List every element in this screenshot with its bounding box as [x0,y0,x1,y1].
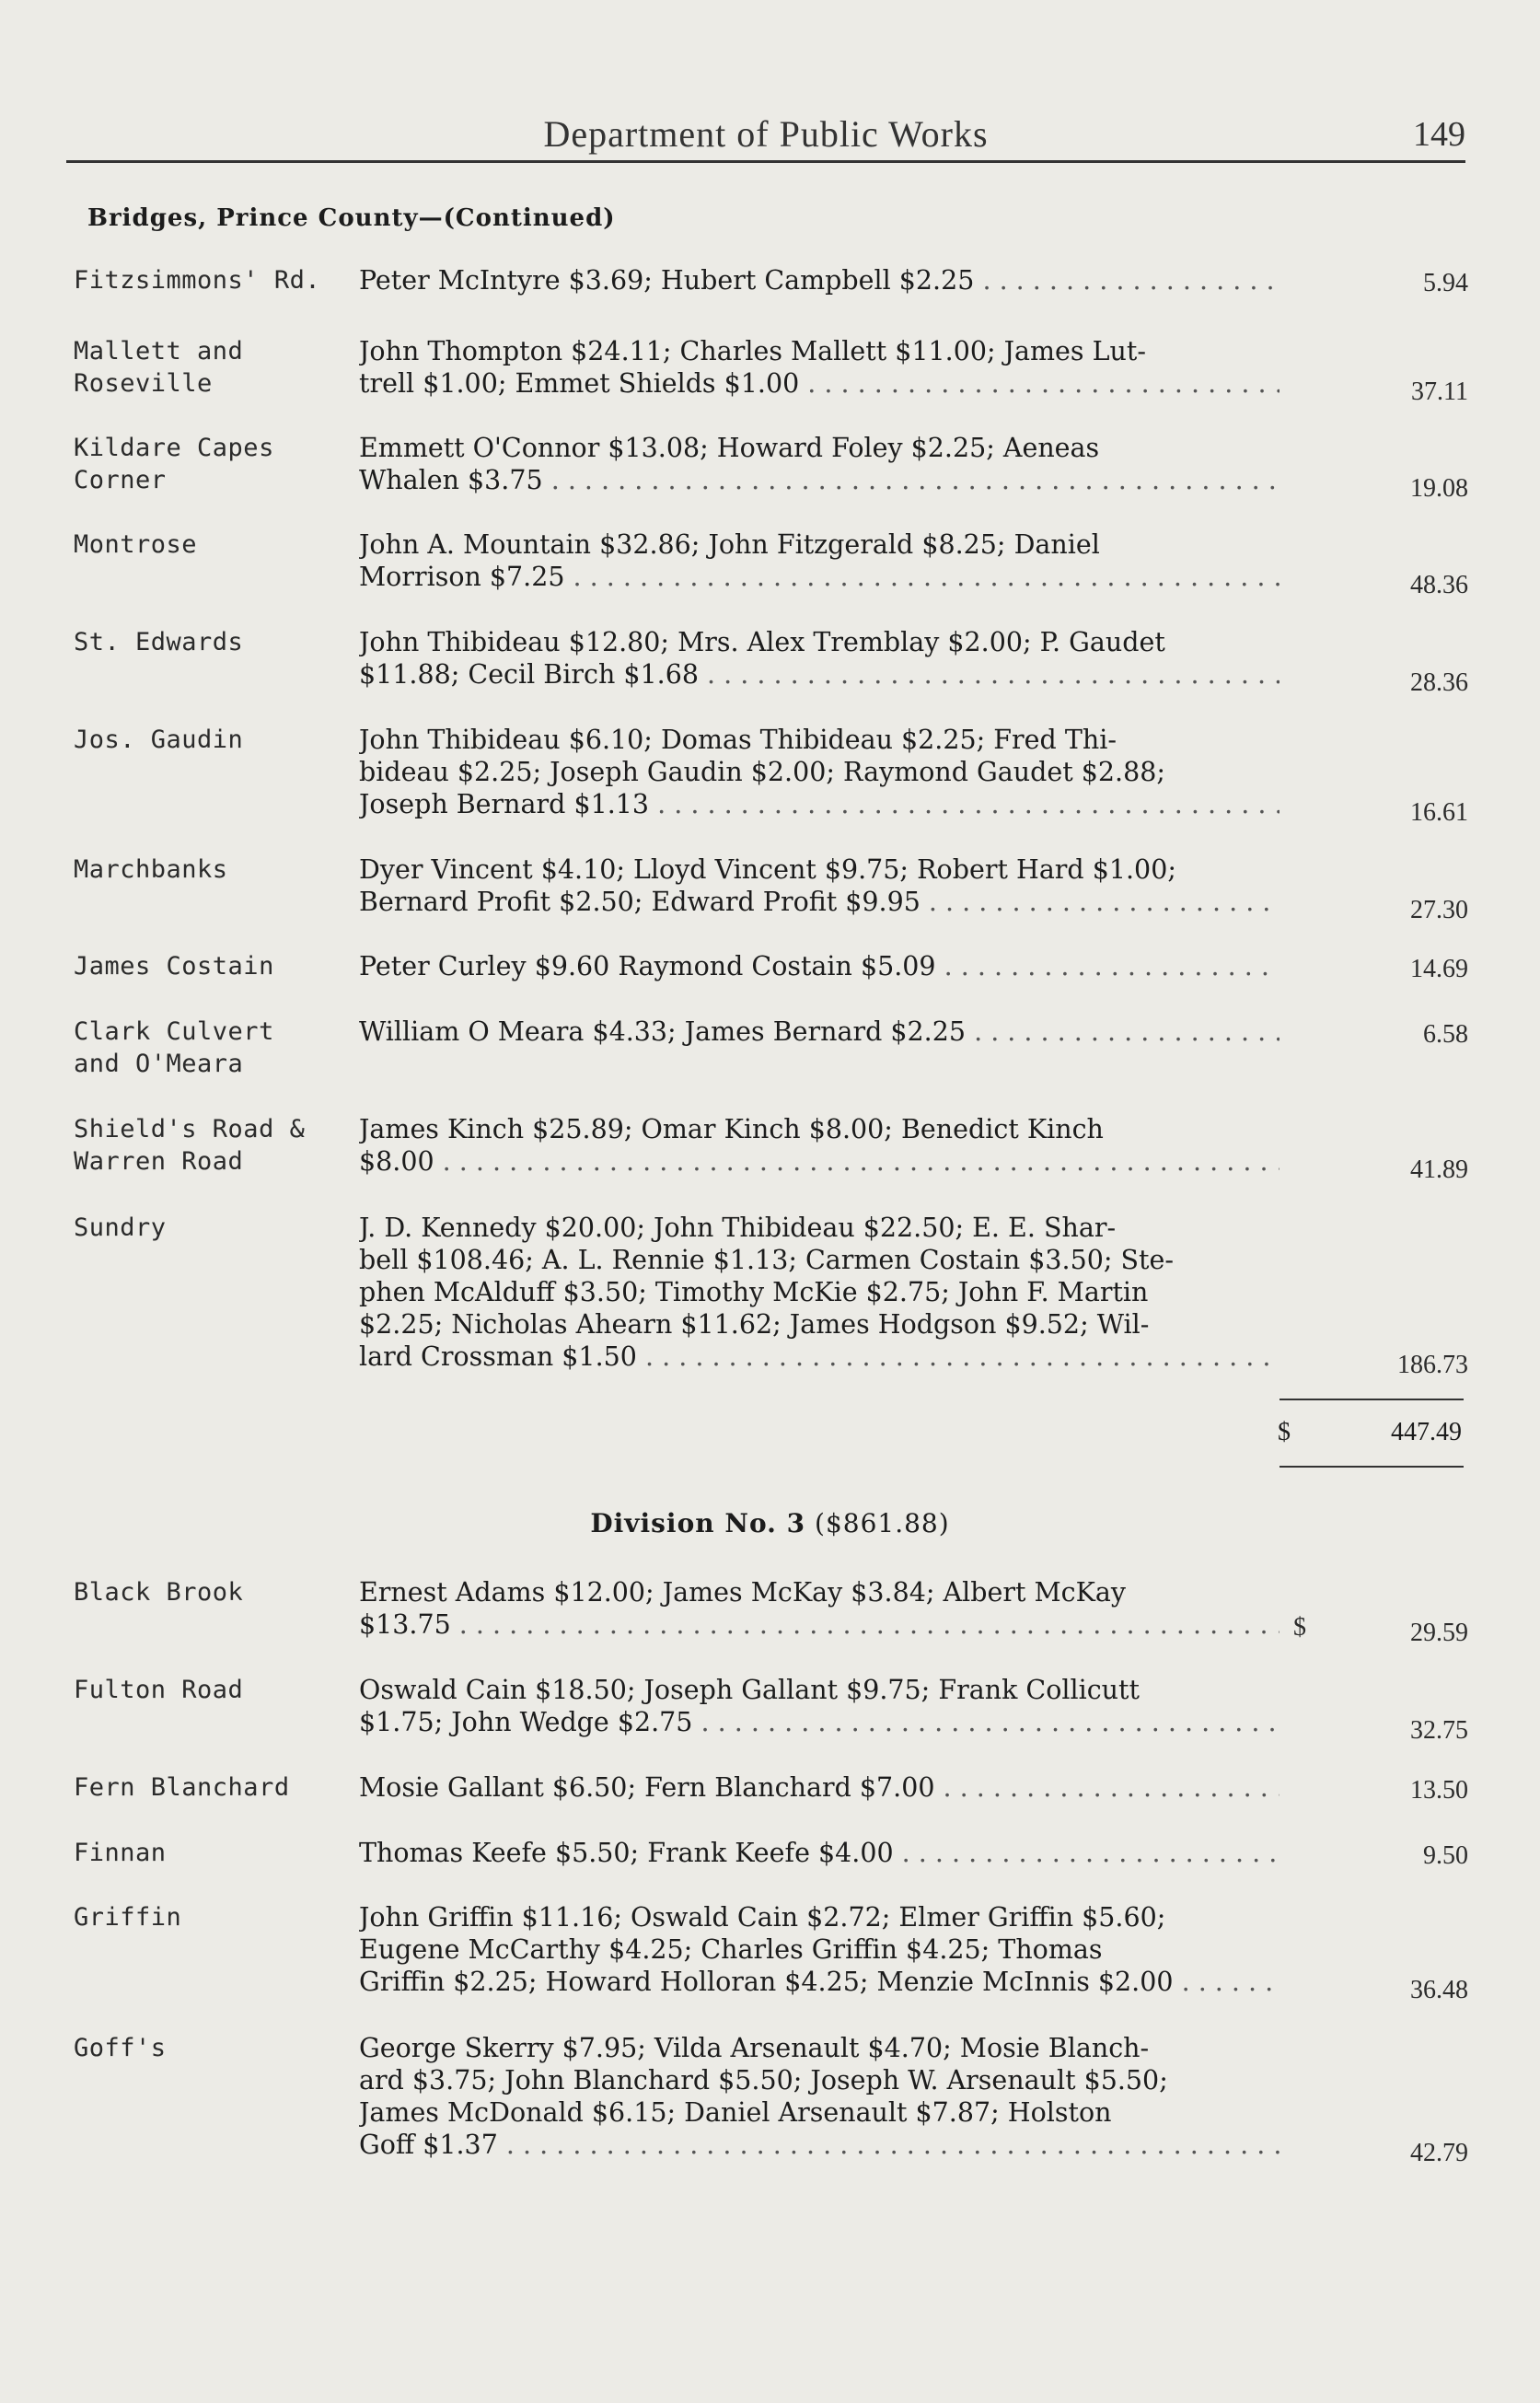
payee-line: $2.25; Nicholas Ahearn $11.62; James Hodgson $9.52; Wil- [359,1309,1150,1340]
running-header [66,109,1465,163]
location-name [74,853,350,886]
payee-list [359,1212,1279,1373]
payee-line: $11.88; Cecil Birch $1.68 . . . [359,658,1279,691]
payee-line: J. D. Kennedy $20.00; John Thibideau $22.50; E. E. Shar- [359,1213,1117,1243]
payee-list [359,264,1279,296]
entry-amount: 37.11 [1411,377,1468,406]
payee-line: bideau $2.25; Joseph Gaudin $2.00; Raymond Gaudet $2.88; [359,757,1165,787]
payee-line: lard Crossman $1.50 . . . [359,1341,1279,1373]
location-line: Mallett and [74,337,244,366]
location-name [74,335,350,400]
payee-line: James McDonald $6.15; Daniel Arsenault $7.87; Holston [359,2097,1112,2128]
location-name [74,1674,350,1706]
location-line: James Costain [74,952,274,981]
location-name [74,1837,350,1869]
payee-line: John Thibideau $6.10; Domas Thibideau $2.25; Fred Thi- [359,725,1117,755]
payee-line: Whalen $3.75 . . . [359,464,1279,496]
payee-list [359,1901,1279,1998]
location-line: Griffin [74,1903,182,1932]
payee-line: ard $3.75; John Blanchard $5.50; Joseph W. Arsenault $5.50; [359,2065,1168,2095]
location-name [74,1901,350,1933]
entry-amount: 32.75 [1410,1716,1468,1745]
location-line: Shield's Road & [74,1115,306,1143]
entry-amount: 42.79 [1410,2139,1468,2167]
entry-amount: 41.89 [1410,1155,1468,1184]
payee-line: Peter Curley $9.60 Raymond Costain $5.09 . . . [359,950,1279,982]
location-line: Montrose [74,530,198,559]
division-heading [0,1508,1540,1538]
section-total-currency: $ [1278,1418,1291,1446]
payee-list [359,950,1279,982]
entry-amount: 27.30 [1410,896,1468,924]
payee-line: Thomas Keefe $5.50; Frank Keefe $4.00 . . . [359,1837,1279,1869]
payee-line: John Thibideau $12.80; Mrs. Alex Tremblay $2.00; P. Gaudet [359,627,1165,657]
location-name [74,1212,350,1244]
location-name [74,1771,350,1804]
payee-line: William O Meara $4.33; James Bernard $2.25 . . . [359,1016,1279,1048]
payee-line: Joseph Bernard $1.13 . . . [359,788,1279,820]
payee-line: John Griffin $11.16; Oswald Cain $2.72; Elmer Griffin $5.60; [359,1902,1166,1933]
payee-line: James Kinch $25.89; Omar Kinch $8.00; Benedict Kinch [359,1114,1104,1144]
division-total: ($861.88) [815,1508,950,1538]
location-line: and O'Meara [74,1050,244,1078]
payee-list [359,853,1279,918]
location-line: Corner [74,466,167,494]
location-name [74,1016,350,1080]
payee-list [359,1016,1279,1048]
location-line: Fulton Road [74,1676,244,1704]
location-line: St. Edwards [74,628,244,656]
payee-line: Griffin $2.25; Howard Holloran $4.25; Menzie McInnis $2.00 . . . [359,1966,1279,1998]
payee-list [359,528,1279,593]
amount-currency: $ [1293,1613,1306,1642]
location-line: Fern Blanchard [74,1773,290,1802]
payee-line: Bernard Profit $2.50; Edward Profit $9.95 . . . [359,886,1279,918]
payee-line: John Thompton $24.11; Charles Mallett $11.00; James Lut- [359,336,1146,366]
location-line: Finnan [74,1839,167,1867]
payee-line: Eugene McCarthy $4.25; Charles Griffin $4.25; Thomas [359,1934,1103,1965]
payee-line: $13.75 . . . [359,1608,1279,1641]
payee-line: Ernest Adams $12.00; James McKay $3.84; Albert McKay [359,1577,1126,1608]
entry-amount: 28.36 [1410,668,1468,697]
payee-line: Dyer Vincent $4.10; Lloyd Vincent $9.75; Robert Hard $1.00; [359,854,1176,885]
location-name [74,528,350,561]
payee-line: Morrison $7.25 . . . [359,561,1279,593]
payee-list [359,626,1279,691]
payee-list [359,432,1279,496]
entry-amount: 19.08 [1410,474,1468,503]
location-line: Kildare Capes [74,434,274,462]
payee-line: George Skerry $7.95; Vilda Arsenault $4.70; Mosie Blanch- [359,2033,1150,2063]
payee-list [359,335,1279,400]
entry-amount: 9.50 [1423,1841,1468,1870]
payee-list [359,1674,1279,1738]
location-name [74,432,350,496]
section-heading: Bridges, Prince County—(Continued) [87,204,616,232]
total-rule-bottom [1279,1466,1464,1468]
location-line: Sundry [74,1213,167,1242]
entry-amount: 36.48 [1410,1976,1468,2004]
location-line: Black Brook [74,1578,244,1607]
payee-line: $8.00 . . . [359,1145,1279,1178]
location-name [74,1576,350,1608]
entry-amount: 13.50 [1410,1776,1468,1805]
payee-line: Emmett O'Connor $13.08; Howard Foley $2.25; Aeneas [359,433,1100,463]
entry-amount: 186.73 [1397,1351,1468,1379]
payee-line: bell $108.46; A. L. Rennie $1.13; Carmen Costain $3.50; Ste- [359,1245,1175,1275]
payee-line: John A. Mountain $32.86; John Fitzgerald $8.25; Daniel [359,529,1100,560]
payee-line: Oswald Cain $18.50; Joseph Gallant $9.75; Frank Collicutt [359,1675,1140,1705]
payee-line: Mosie Gallant $6.50; Fern Blanchard $7.00 . . . [359,1771,1279,1804]
location-line: Goff's [74,2034,167,2062]
payee-list [359,1576,1279,1641]
page-title: Department of Public Works [543,113,989,155]
entry-amount: 48.36 [1410,571,1468,599]
location-name [74,1113,350,1178]
entry-amount: 14.69 [1410,955,1468,983]
payee-list [359,2032,1279,2161]
entry-amount: 16.61 [1410,798,1468,827]
section-total-amount: 447.49 [1391,1418,1462,1446]
payee-list [359,1771,1279,1804]
payee-line: Goff $1.37 . . . [359,2129,1279,2161]
location-name [74,950,350,982]
payee-line: trell $1.00; Emmet Shields $1.00 . . . [359,367,1279,400]
location-line: Clark Culvert [74,1017,274,1046]
location-name [74,626,350,658]
entry-amount: 5.94 [1423,269,1468,297]
payee-list [359,724,1279,820]
entry-amount: 6.58 [1423,1020,1468,1049]
location-name [74,2032,350,2064]
payee-line: phen McAlduff $3.50; Timothy McKie $2.75; John F. Martin [359,1277,1149,1307]
location-line: Roseville [74,369,213,398]
division-name: Division No. 3 [590,1508,806,1538]
payee-list [359,1837,1279,1869]
location-name [74,724,350,756]
location-line: Marchbanks [74,855,228,884]
entry-amount: 29.59 [1410,1619,1468,1647]
payee-line: $1.75; John Wedge $2.75 . . . [359,1706,1279,1738]
location-line: Jos. Gaudin [74,726,244,754]
location-line: Warren Road [74,1147,244,1176]
location-line: Fitzsimmons' Rd. [74,266,321,295]
page-number: 149 [1413,115,1465,154]
payee-list [359,1113,1279,1178]
payee-line: Peter McIntyre $3.69; Hubert Campbell $2.25 . . . [359,264,1279,296]
total-rule-top [1279,1399,1464,1400]
location-name [74,264,350,296]
